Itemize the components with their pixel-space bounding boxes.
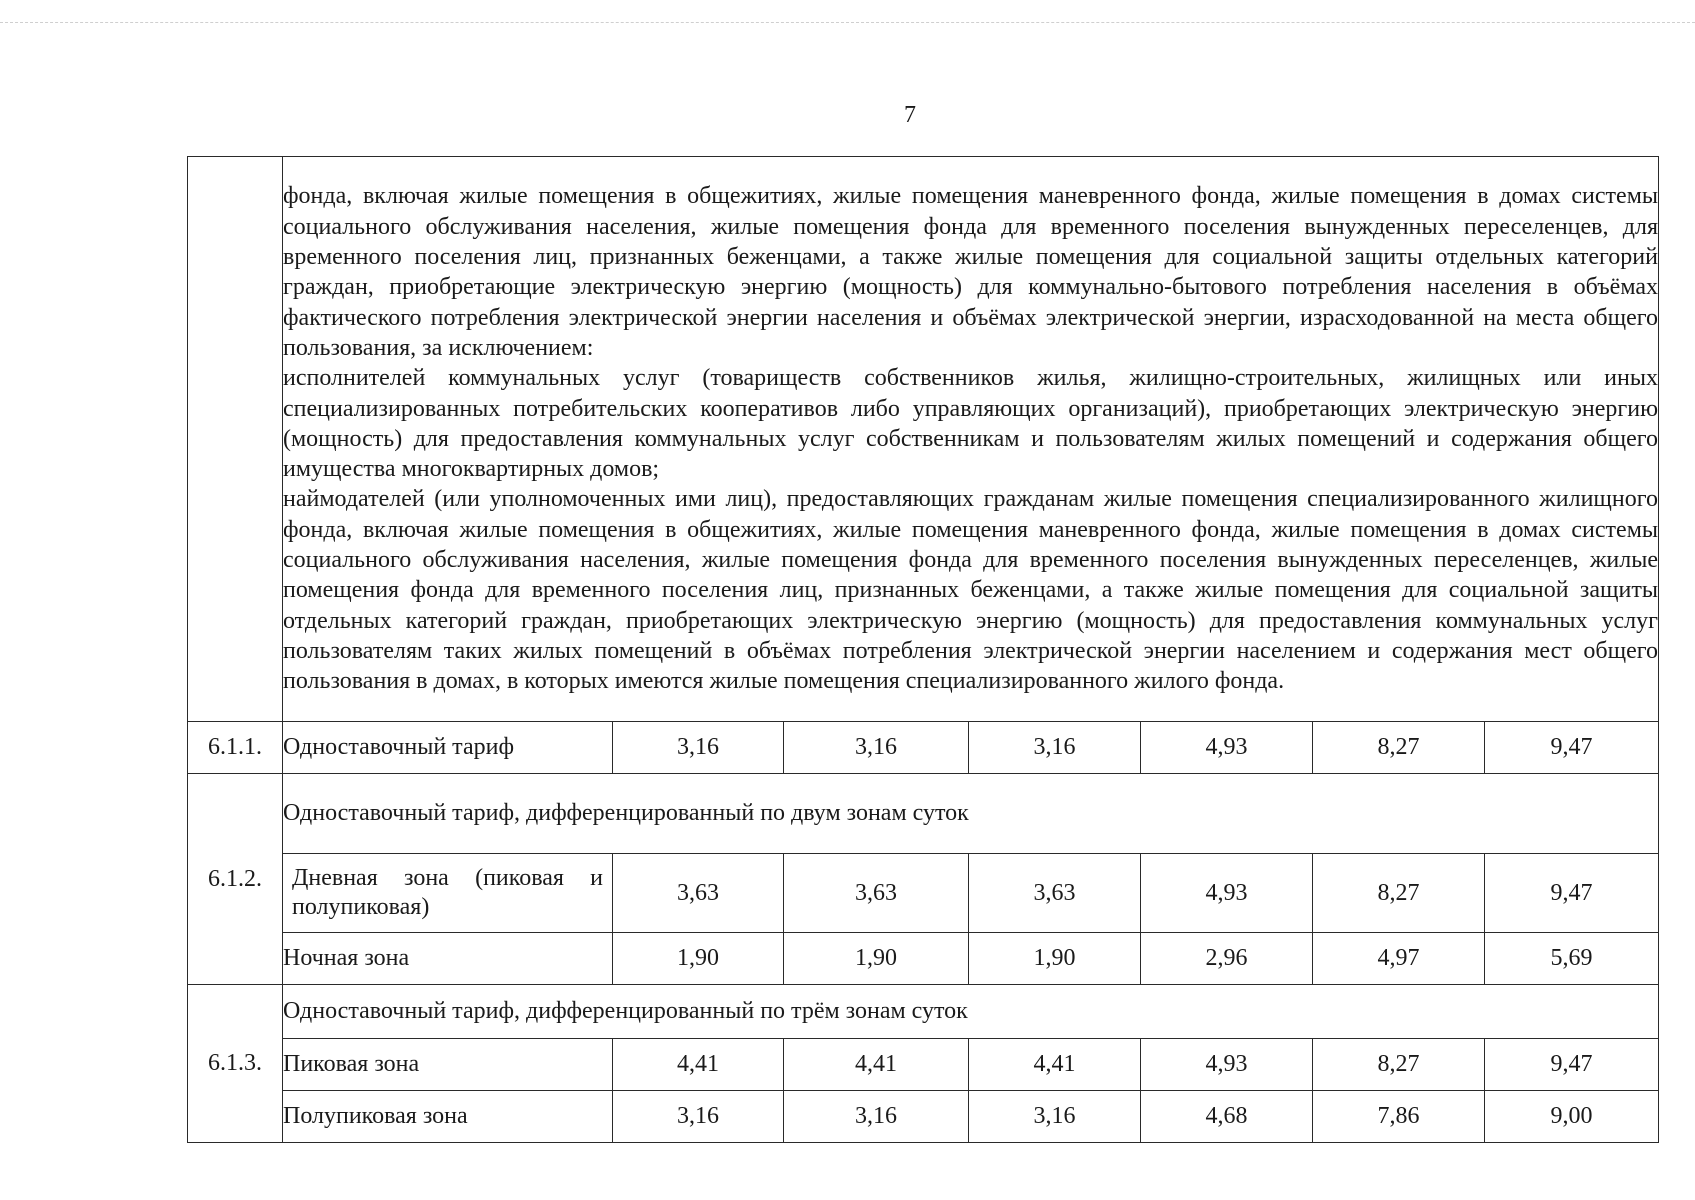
table-row-6-1-3-heading <box>188 985 1659 1039</box>
tariff-value: 9,47 <box>1485 854 1659 933</box>
tariff-value: 9,47 <box>1485 1039 1659 1091</box>
tariff-value: 4,93 <box>1141 854 1313 933</box>
tariff-value: 7,86 <box>1313 1091 1485 1143</box>
tariff-value: 4,97 <box>1313 933 1485 985</box>
intro-paragraph-2: исполнителей коммунальных услуг (товариществ собственников жилья, жилищно-строительных, жилищных или иных специализированных потребительских кооперативов либо управляющих организаций), приобретающих электрическую энергию (мощность) для предоставления коммунальных услуг собственникам и пользователям жилых помещений и содержания общего имущества многоквартирных домов; <box>283 365 1658 483</box>
table-row-6-1-2-heading <box>188 774 1659 854</box>
tariff-value: 9,00 <box>1485 1091 1659 1143</box>
intro-paragraph-3: наймодателей (или уполномоченных ими лиц), предоставляющих гражданам жилые помещения специализированного жилищного фонда, включая жилые помещения в общежитиях, жилые помещения маневренного фонда, жилые помещения в домах системы социального обслуживания населения, жилые помещения фонда для временного поселения вынужденных переселенцев, жилые помещения фонда для временного поселения лиц, признанных беженцами, а также жилые помещения для социальной защиты отдельных категорий граждан, приобретающих электрическую энергию (мощность) для предоставления коммунальных услуг пользователям таких жилых помещений в объёмах потребления электрической энергии населением и содержания мест общего пользования в домах, в которых имеются жилые помещения специализированного жилого фонда. <box>283 486 1658 695</box>
tariff-value: 4,93 <box>1141 722 1313 774</box>
tariff-value: 8,27 <box>1313 854 1485 933</box>
row-number: 6.1.2. <box>188 774 283 985</box>
table-row-half-peak-zone <box>188 1091 1659 1143</box>
subsection-heading: Одноставочный тариф, дифференцированный по трём зонам суток <box>283 985 1659 1039</box>
tariff-value: 9,47 <box>1485 722 1659 774</box>
tariff-value: 3,16 <box>969 722 1141 774</box>
tariff-table <box>187 156 1659 1143</box>
intro-paragraph-1: фонда, включая жилые помещения в общежитиях, жилые помещения маневренного фонда, жилые помещения в домах системы социального обслуживания населения, жилые помещения фонда для временного поселения вынужденных переселенцев, для временного поселения лиц, признанных беженцами, а также жилые помещения для социальной защиты отдельных категорий граждан, приобретающие электрическую энергию (мощность) для коммунально-бытового потребления населения в объёмах фактического потребления электрической энергии населения и объёмах электрической энергии, израсходованной на места общего пользования, за исключением: <box>283 183 1658 361</box>
table-row-peak-zone <box>188 1039 1659 1091</box>
intro-row <box>188 157 1659 722</box>
tariff-value: 4,41 <box>784 1039 969 1091</box>
tariff-value: 1,90 <box>784 933 969 985</box>
tariff-value: 8,27 <box>1313 722 1485 774</box>
tariff-value: 3,16 <box>784 1091 969 1143</box>
tariff-name: Ночная зона <box>283 933 613 985</box>
page-number: 7 <box>904 102 916 128</box>
tariff-value: 1,90 <box>969 933 1141 985</box>
tariff-value: 4,41 <box>969 1039 1141 1091</box>
tariff-name: Пиковая зона <box>283 1039 613 1091</box>
tariff-name: Одноставочный тариф <box>283 722 613 774</box>
tariff-value: 4,41 <box>613 1039 784 1091</box>
tariff-value: 1,90 <box>613 933 784 985</box>
tariff-value: 2,96 <box>1141 933 1313 985</box>
tariff-value: 3,63 <box>969 854 1141 933</box>
row-number: 6.1.1. <box>188 722 283 774</box>
table-row-day-zone <box>188 854 1659 933</box>
intro-description-cell <box>283 157 1659 722</box>
tariff-value: 5,69 <box>1485 933 1659 985</box>
tariff-value: 3,16 <box>613 722 784 774</box>
table-row-night-zone <box>188 933 1659 985</box>
intro-number-cell <box>188 157 283 722</box>
tariff-value: 3,16 <box>784 722 969 774</box>
tariff-value: 3,63 <box>784 854 969 933</box>
tariff-value: 3,16 <box>969 1091 1141 1143</box>
table-row-6-1-1 <box>188 722 1659 774</box>
tariff-value: 3,16 <box>613 1091 784 1143</box>
subsection-heading: Одноставочный тариф, дифференцированный по двум зонам суток <box>283 774 1659 854</box>
tariff-value: 4,93 <box>1141 1039 1313 1091</box>
tariff-value: 3,63 <box>613 854 784 933</box>
scan-edge-line <box>0 22 1695 23</box>
tariff-name: Полупиковая зона <box>283 1091 613 1143</box>
tariff-value: 4,68 <box>1141 1091 1313 1143</box>
tariff-name: Дневная зона (пиковая и полупиковая) <box>283 854 613 933</box>
tariff-value: 8,27 <box>1313 1039 1485 1091</box>
row-number: 6.1.3. <box>188 985 283 1143</box>
